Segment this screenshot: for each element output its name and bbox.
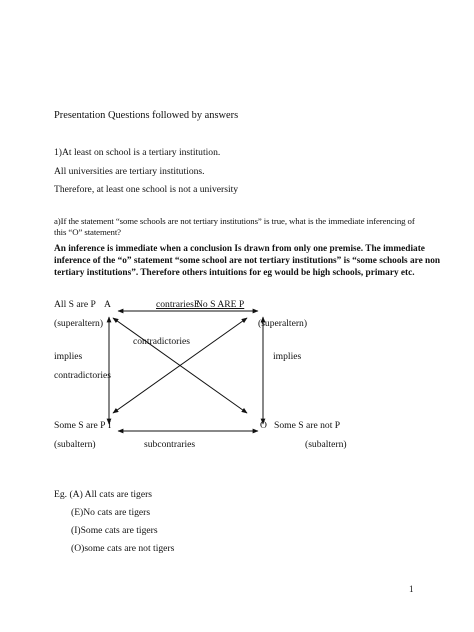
some-s-are-p: Some S are P xyxy=(54,420,106,431)
subaltern-left: (subaltern) xyxy=(54,439,96,450)
example-i: (I)Some cats are tigers xyxy=(71,525,158,536)
answer-line-2: inference of the “o” statement “some school are not tertiary institutions” is “some schools are non xyxy=(54,256,441,266)
page-heading: Presentation Questions followed by answers xyxy=(54,110,239,121)
corner-o: O xyxy=(260,420,267,431)
corner-a: A xyxy=(104,299,111,310)
answer-line-3: tertiary institutions”. Therefore others intuitions for eg would be high schools, primary etc. xyxy=(54,268,415,278)
implies-right: implies xyxy=(273,351,302,362)
contradictories-top: contradictories xyxy=(133,336,191,347)
superaltern-left: (superaltern) xyxy=(54,318,104,329)
contraries-label: contrariesE xyxy=(156,299,200,310)
subcontraries-label: subcontraries xyxy=(144,439,196,450)
q1-line-3: Therefore, at least one school is not a university xyxy=(54,184,239,195)
example-o: (O)some cats are not tigers xyxy=(71,543,175,554)
q2-line-1: a)If the statement “some schools are not tertiary institutions” is true, what is the immediate inferencing of xyxy=(54,216,415,226)
corner-i: I xyxy=(108,420,112,431)
q1-line-1: 1)At least on school is a tertiary institution. xyxy=(54,147,221,158)
q1-line-2: All universities are tertiary institutions. xyxy=(54,166,205,177)
example-e: (E)No cats are tigers xyxy=(71,507,151,518)
q2-line-2: this “O” statement? xyxy=(54,227,121,237)
example-intro: Eg. (A) All cats are tigers xyxy=(54,489,153,500)
no-s-are-p: No S ARE P xyxy=(196,299,245,310)
page-number: 1 xyxy=(409,584,414,594)
some-s-are-not-p: Some S are not P xyxy=(274,420,341,431)
subaltern-right: (subaltern) xyxy=(305,439,347,450)
contradictories-left: contradictories xyxy=(54,370,112,381)
answer-line-1: An inference is immediate when a conclusion Is drawn from only one premise. The immediate xyxy=(54,244,425,254)
superaltern-right: (superaltern) xyxy=(258,318,308,329)
all-s-are-p: All S are P xyxy=(54,299,96,310)
implies-left: implies xyxy=(54,351,83,362)
